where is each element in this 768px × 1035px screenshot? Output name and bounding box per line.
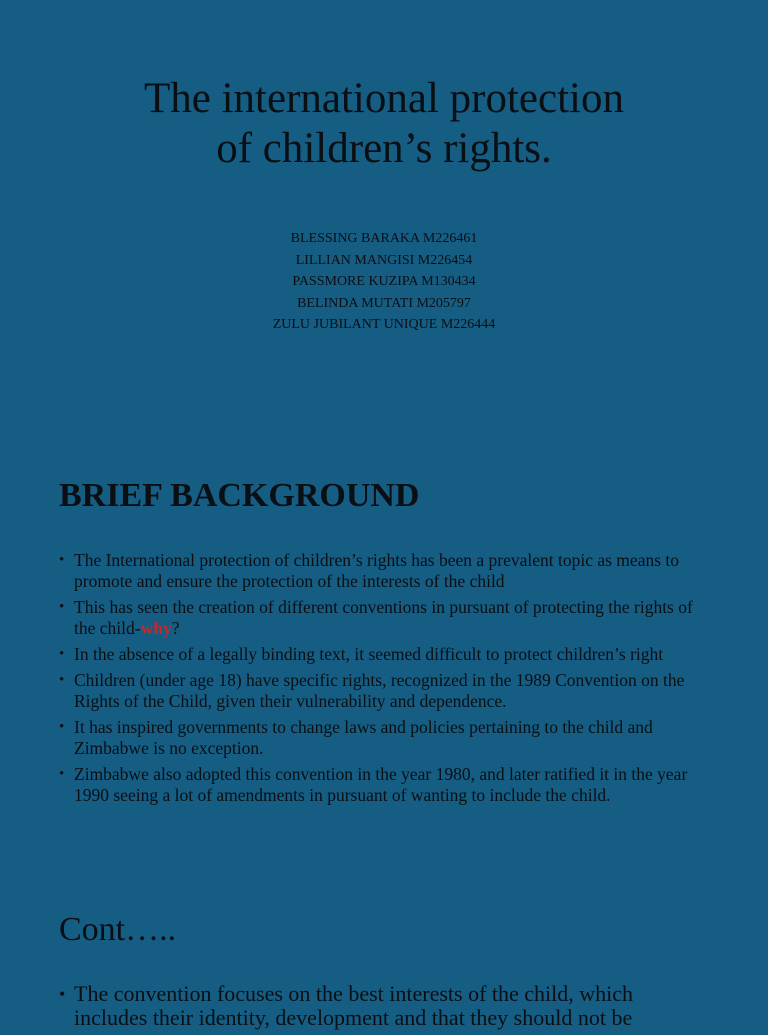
author-item: LILLIAN MANGISI M226454	[295, 252, 473, 268]
bullet-text: This has seen the creation of different conventions in pursuant of protecting the rights of the child-	[74, 597, 693, 638]
bullet-item: • The convention focuses on the best interests of the child, which includes their identity, development and that they should not be	[59, 982, 709, 1030]
bullet-item: • It has inspired governments to change laws and policies pertaining to the child and Zimbabwe is no exception.	[59, 717, 709, 759]
bullet-list	[59, 550, 709, 811]
author-item: BLESSING BARAKA M226461	[290, 231, 478, 246]
background-slide	[0, 440, 768, 880]
slide-heading: BRIEF BACKGROUND	[59, 477, 420, 514]
bullet-item: • Zimbabwe also adopted this convention in the year 1980, and later ratified it in the year 1990 seeing a lot of amendments in pursuant of wanting to include the child.	[59, 764, 709, 806]
author-item: BELINDA MUTATI M205797	[297, 295, 471, 311]
bullet-item: • In the absence of a legally binding text, it seemed difficult to protect children’s right	[59, 644, 709, 665]
author-item: ZULU JUBILANT UNIQUE M226444	[272, 317, 496, 333]
why-highlight: why	[140, 618, 172, 638]
title-slide	[0, 0, 768, 440]
title-line-2: of children’s rights.	[216, 125, 552, 172]
author-item: PASSMORE KUZIPA M130434	[292, 274, 476, 290]
title-line-1: The international protection	[144, 75, 624, 122]
bullet-list	[59, 982, 709, 1035]
question-mark: ?	[171, 618, 180, 638]
slide-heading: Cont…..	[59, 911, 177, 948]
bullet-item: • Children (under age 18) have specific rights, recognized in the 1989 Convention on the Rights of the Child, given their vulnerability and dependence.	[59, 670, 709, 712]
bullet-item: • The International protection of children’s rights has been a prevalent topic as means to promote and ensure the protection of the interests of the child	[59, 550, 709, 592]
continuation-slide	[0, 880, 768, 1030]
bullet-item	[59, 597, 709, 639]
author-list	[0, 228, 768, 336]
presentation-title	[0, 74, 768, 174]
